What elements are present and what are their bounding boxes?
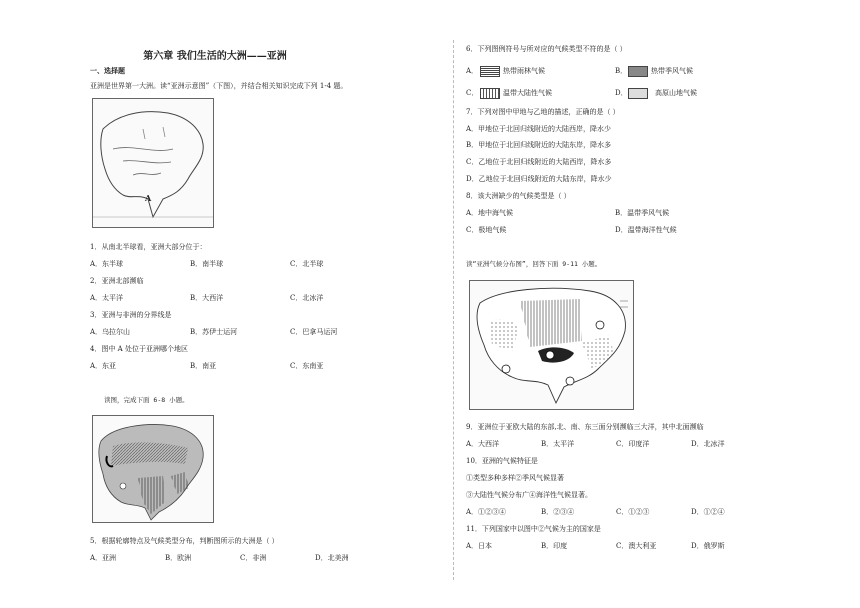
q11-option-a: A．日本 xyxy=(466,542,493,550)
column-divider xyxy=(453,40,454,580)
q11-option-b: B．印度 xyxy=(541,542,568,550)
q7-option-d: D．乙地位于北回归线附近的大陆东岸，降水少 xyxy=(466,175,612,183)
q2-option-a: A．太平洋 xyxy=(90,294,124,302)
q6-option-d: D． xyxy=(615,89,628,97)
q5-option-d: D．北美洲 xyxy=(315,554,349,562)
q4-stem: 4．图中 A 处位于亚洲哪个地区 xyxy=(90,345,188,353)
q10-option-b: B．②③④ xyxy=(541,508,575,516)
section-heading: 一、选择题 xyxy=(90,67,125,75)
intro-text: 亚洲是世界第一大洲。读“亚洲示意图”（下图），并结合相关知识完成下列 1-4 题。 xyxy=(90,82,348,90)
q10-option-a: A．①②③④ xyxy=(466,508,507,516)
q6-option-b: B． xyxy=(615,67,628,75)
q10-stem: 10．亚洲的气候特征是 xyxy=(466,457,538,465)
q5-option-c: C．非洲 xyxy=(240,554,267,562)
q2-option-c: C．北冰洋 xyxy=(290,294,324,302)
q2-stem: 2．亚洲北部濒临 xyxy=(90,277,144,285)
q5-option-b: B．欧洲 xyxy=(165,554,192,562)
q4-option-a: A．东亚 xyxy=(90,362,117,370)
q7-option-c: C．乙地位于北回归线附近的大陆西岸，降水多 xyxy=(466,158,612,166)
q1-option-c: C．北半球 xyxy=(290,260,324,268)
q11-stem: 11．下列国家中以图中②气候为主的国家是 xyxy=(466,525,601,533)
read-instruction-3: 读“亚洲气候分布图”，回答下面 9-11 小题。 xyxy=(466,260,602,268)
q9-option-c: C．印度洋 xyxy=(616,440,650,448)
q9-option-d: D．北冰洋 xyxy=(691,440,725,448)
q3-option-b: B．苏伊士运河 xyxy=(190,328,238,336)
q6-label-b: 热带季风气候 xyxy=(651,67,693,75)
q7-option-a: A．甲地位于北回归线附近的大陆西岸，降水少 xyxy=(466,125,612,133)
map-point-a: A xyxy=(145,193,152,203)
climate-map-large-svg xyxy=(470,281,633,409)
q1-option-a: A．东半球 xyxy=(90,260,124,268)
q10-option-c: C．①②③ xyxy=(616,508,650,516)
q6-label-a: 热带雨林气候 xyxy=(503,67,545,75)
legend-swatch-a xyxy=(480,66,500,77)
q8-stem: 8．该大洲缺少的气候类型是（ ） xyxy=(466,192,571,200)
q5-stem: 5．根据轮廓特点及气候类型分布，判断图所示的大洲是（ ） xyxy=(90,537,279,545)
legend-swatch-b xyxy=(628,66,648,77)
legend-swatch-c xyxy=(480,88,500,99)
q6-label-d: 高原山地气候 xyxy=(655,89,697,97)
q10-line2: ③大陆性气候分布广④海洋性气候显著。 xyxy=(466,491,592,499)
read-instruction-2: 读图，完成下面 6-8 小题。 xyxy=(104,396,189,404)
q6-label-c: 温带大陆性气候 xyxy=(503,89,552,97)
q9-option-a: A．大西洋 xyxy=(466,440,500,448)
page-title: 第六章 我们生活的大洲——亚洲 xyxy=(143,51,287,62)
q4-option-b: B．南亚 xyxy=(190,362,217,370)
q11-option-c: C．澳大利亚 xyxy=(616,542,657,550)
q1-stem: 1．从南北半球看，亚洲大部分位于： xyxy=(90,243,207,251)
q6-option-c: C． xyxy=(466,89,479,97)
q8-option-d: D．温带海洋性气候 xyxy=(615,226,677,234)
q10-option-d: D．①②④ xyxy=(691,508,725,516)
q8-option-a: A．地中海气候 xyxy=(466,209,514,217)
q11-option-d: D．俄罗斯 xyxy=(691,542,725,550)
q8-option-b: B．温带季风气候 xyxy=(615,209,670,217)
asia-map-1 xyxy=(92,98,214,228)
q8-option-c: C．极地气候 xyxy=(466,226,507,234)
q3-option-a: A．乌拉尔山 xyxy=(90,328,131,336)
climate-map-svg xyxy=(93,416,213,522)
q5-option-a: A．亚洲 xyxy=(90,554,117,562)
q9-option-b: B．太平洋 xyxy=(541,440,575,448)
asia-climate-map-large xyxy=(469,280,634,410)
q7-stem: 7．下列对图中甲地与乙地的描述，正确的是（ ） xyxy=(466,108,620,116)
q9-stem: 9．亚洲位于亚欧大陆的东部,北、南、东三面分别濒临三大洋，其中北面濒临 xyxy=(466,423,704,431)
q3-stem: 3．亚洲与非洲的分界线是 xyxy=(90,311,172,319)
q6-option-a: A． xyxy=(466,67,479,75)
q6-stem: 6．下列图例符号与所对应的气候类型不符的是（ ） xyxy=(466,45,627,53)
q4-option-c: C．东南亚 xyxy=(290,362,324,370)
asia-outline-svg xyxy=(93,99,213,227)
asia-climate-map-small xyxy=(92,415,214,523)
legend-swatch-d xyxy=(628,88,648,99)
q2-option-b: B．大西洋 xyxy=(190,294,224,302)
q3-option-c: C．巴拿马运河 xyxy=(290,328,338,336)
q10-line1: ①类型多种多样②季风气候显著 xyxy=(466,474,564,482)
q7-option-b: B．甲地位于北回归线附近的大陆东岸，降水多 xyxy=(466,141,612,149)
q1-option-b: B．南半球 xyxy=(190,260,224,268)
